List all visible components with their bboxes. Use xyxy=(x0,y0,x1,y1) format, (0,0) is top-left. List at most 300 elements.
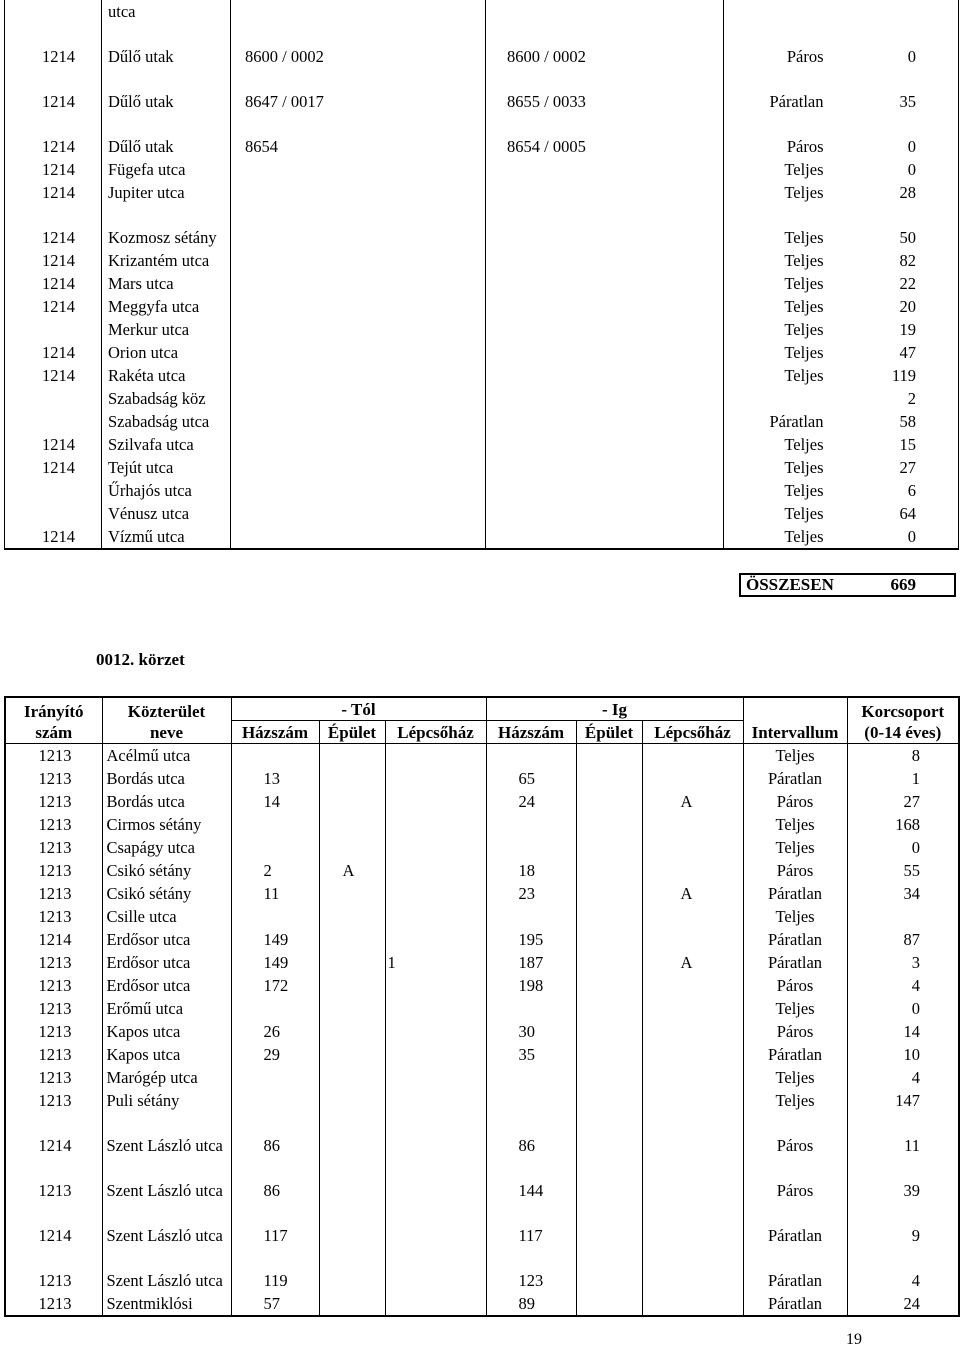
cell-iranyitoszam: 1214 xyxy=(5,295,102,318)
cell-korcsoport: 0 xyxy=(907,137,916,156)
cell-tol xyxy=(231,479,486,502)
cell-ig xyxy=(486,204,724,249)
cell-ig: 8600 / 0002 xyxy=(486,23,724,68)
cell-iranyitoszam: 1214 xyxy=(5,525,102,549)
table-row xyxy=(5,1089,959,1112)
cell-kozterulet: Krizantém utca xyxy=(102,249,231,272)
cell-tol-lepcsohaz xyxy=(385,1202,486,1247)
cell-iranyitoszam: 1214 xyxy=(5,928,102,951)
cell-ig-hazszam: 35 xyxy=(486,1043,576,1066)
cell-korcsoport xyxy=(844,0,959,23)
table-row xyxy=(5,295,959,318)
cell-korcsoport: 8 xyxy=(847,744,959,768)
cell-intervallum: Páratlan xyxy=(769,92,824,111)
table-row xyxy=(5,744,959,768)
cell-kozterulet: Fügefa utca xyxy=(102,158,231,181)
cell-ig-epulet xyxy=(576,1247,642,1292)
cell-ig-lepcsohaz xyxy=(642,951,743,974)
cell-korcsoport: 9 xyxy=(847,1202,959,1247)
cell-korcsoport: 34 xyxy=(847,882,959,905)
cell-intervallum: Páros xyxy=(786,137,824,156)
header-iranyito-line1: Irányító xyxy=(24,702,84,721)
table-row xyxy=(5,1292,959,1316)
table-row xyxy=(5,181,959,204)
cell-tol-epulet xyxy=(319,1020,385,1043)
cell-ig xyxy=(486,502,724,525)
total-value: 669 xyxy=(890,575,916,594)
cell-tol-hazszam xyxy=(231,905,319,928)
cell-ig-hazszam: 23 xyxy=(486,882,576,905)
cell-tol xyxy=(231,456,486,479)
cell-iranyitoszam: 1214 xyxy=(5,341,102,364)
header-tol-hazszam: Házszám xyxy=(231,721,319,744)
table-row xyxy=(5,433,959,456)
cell-ig-epulet xyxy=(576,859,642,882)
table-row xyxy=(5,410,959,433)
cell-kozterulet: Szent László utca xyxy=(102,1202,231,1247)
cell-iranyitoszam: 1213 xyxy=(5,859,102,882)
cell-iranyitoszam: 1214 xyxy=(5,364,102,387)
table-row xyxy=(5,928,959,951)
cell-tol-epulet xyxy=(319,1043,385,1066)
cell-tol-lepcsohaz: 1 xyxy=(385,951,486,974)
cell-ig-hazszam: 18 xyxy=(486,859,576,882)
cell-tol xyxy=(231,0,486,23)
cell-korcsoport: 19 xyxy=(899,320,916,339)
cell-iranyitoszam: 1213 xyxy=(5,974,102,997)
cell-korcsoport: 0 xyxy=(907,47,916,66)
cell-tol-lepcsohaz xyxy=(385,1247,486,1292)
cell-intervallum: Páratlan xyxy=(743,951,847,974)
cell-intervallum: Teljes xyxy=(784,160,824,179)
cell-tol-lepcsohaz xyxy=(385,859,486,882)
table-row xyxy=(5,318,959,341)
cell-kozterulet: Vízmű utca xyxy=(102,525,231,549)
cell-tol-hazszam: 86 xyxy=(231,1112,319,1157)
cell-tol-epulet xyxy=(319,1112,385,1157)
cell-korcsoport: 82 xyxy=(899,251,916,270)
cell-ig-epulet xyxy=(576,744,642,768)
cell-korcsoport: 119 xyxy=(891,366,916,385)
cell-intervallum: Páratlan xyxy=(743,1292,847,1316)
cell-intervallum: Páratlan xyxy=(743,1247,847,1292)
header-iranyitoszam xyxy=(5,697,102,744)
cell-ig-lepcsohaz xyxy=(642,767,743,790)
cell-kozterulet: Csille utca xyxy=(102,905,231,928)
cell-kozterulet: Szentmiklósi xyxy=(102,1292,231,1316)
cell-ig-lepcsohaz xyxy=(642,974,743,997)
cell-ig-lepcsohaz xyxy=(642,1020,743,1043)
cell-iranyitoszam: 1213 xyxy=(5,997,102,1020)
cell-ig-epulet xyxy=(576,997,642,1020)
cell-ig-hazszam: 89 xyxy=(486,1292,576,1316)
cell-korcsoport: 6 xyxy=(907,481,916,500)
table-row xyxy=(5,974,959,997)
cell-iranyitoszam: 1214 xyxy=(5,249,102,272)
cell-kozterulet: Szent László utca xyxy=(102,1247,231,1292)
table-row xyxy=(5,456,959,479)
cell-kozterulet: Vénusz utca xyxy=(102,502,231,525)
header-ig-epulet: Épület xyxy=(576,721,642,744)
cell-kozterulet: Erdősor utca xyxy=(102,974,231,997)
cell-ig xyxy=(486,410,724,433)
header-kozterulet-line2: neve xyxy=(149,723,184,742)
cell-kozterulet: Szilvafa utca xyxy=(102,433,231,456)
cell-ig-hazszam: 195 xyxy=(486,928,576,951)
cell-ig xyxy=(486,525,724,549)
cell-iranyitoszam: 1213 xyxy=(5,744,102,768)
cell-ig-hazszam: 144 xyxy=(486,1157,576,1202)
cell-korcsoport: 0 xyxy=(847,997,959,1020)
cell-intervallum: Páros xyxy=(786,47,824,66)
cell-tol-lepcsohaz xyxy=(385,1089,486,1112)
cell-ig-epulet: A xyxy=(576,790,642,813)
cell-tol xyxy=(231,204,486,249)
cell-tol-epulet xyxy=(319,1157,385,1202)
table-row xyxy=(5,951,959,974)
total-box xyxy=(739,573,956,597)
cell-intervallum: Páratlan xyxy=(743,767,847,790)
cell-tol-epulet xyxy=(319,882,385,905)
cell-kozterulet: Erdősor utca xyxy=(102,928,231,951)
cell-ig-lepcsohaz xyxy=(642,1112,743,1157)
cell-kozterulet: Erőmű utca xyxy=(102,997,231,1020)
cell-ig-epulet xyxy=(576,836,642,859)
cell-tol xyxy=(231,410,486,433)
table-row xyxy=(5,0,959,23)
cell-iranyitoszam xyxy=(5,318,102,341)
cell-ig xyxy=(486,0,724,23)
cell-tol xyxy=(231,525,486,549)
section-title: 0012. körzet xyxy=(96,650,185,669)
cell-iranyitoszam: 1213 xyxy=(5,1157,102,1202)
cell-korcsoport: 15 xyxy=(899,435,916,454)
cell-kozterulet: Bordás utca xyxy=(102,790,231,813)
header-korcsoport-line1: Korcsoport xyxy=(861,702,945,721)
cell-kozterulet: Rakéta utca xyxy=(102,364,231,387)
cell-kozterulet: Kapos utca xyxy=(102,1020,231,1043)
cell-kozterulet: Dűlő utak xyxy=(102,113,231,158)
table-header xyxy=(5,697,959,744)
cell-ig-epulet xyxy=(576,1292,642,1316)
cell-korcsoport: 28 xyxy=(899,183,916,202)
cell-iranyitoszam: 1214 xyxy=(5,158,102,181)
cell-kozterulet: Meggyfa utca xyxy=(102,295,231,318)
cell-tol-lepcsohaz xyxy=(385,1043,486,1066)
cell-intervallum: Teljes xyxy=(784,251,824,270)
table-row xyxy=(5,502,959,525)
cell-tol-lepcsohaz xyxy=(385,767,486,790)
cell-ig xyxy=(486,341,724,364)
cell-ig xyxy=(486,295,724,318)
table-row xyxy=(5,1043,959,1066)
cell-intervallum: Teljes xyxy=(784,343,824,362)
cell-ig-hazszam: 198 xyxy=(486,974,576,997)
cell-iranyitoszam: 1214 xyxy=(5,1112,102,1157)
cell-ig-hazszam: 24 xyxy=(486,790,576,813)
table-row xyxy=(5,1112,959,1157)
table-row xyxy=(5,68,959,113)
cell-intervallum: Teljes xyxy=(743,744,847,768)
cell-korcsoport: 2 xyxy=(907,389,916,408)
header-ig-hazszam: Házszám xyxy=(486,721,576,744)
cell-tol xyxy=(231,387,486,410)
street-table-0012 xyxy=(4,696,960,1317)
cell-ig-lepcsohaz xyxy=(642,859,743,882)
cell-tol-lepcsohaz xyxy=(385,744,486,768)
table-row xyxy=(5,479,959,502)
cell-ig-lepcsohaz xyxy=(642,1247,743,1292)
table-row xyxy=(5,1020,959,1043)
cell-tol-hazszam: 117 xyxy=(231,1202,319,1247)
table-row xyxy=(5,364,959,387)
cell-tol xyxy=(231,249,486,272)
cell-ig xyxy=(486,158,724,181)
cell-tol-lepcsohaz xyxy=(385,1020,486,1043)
header-ig-lepcsohaz: Lépcsőház xyxy=(642,721,743,744)
cell-intervallum: Páratlan xyxy=(743,882,847,905)
cell-intervallum: Teljes xyxy=(784,274,824,293)
table-row xyxy=(5,158,959,181)
cell-iranyitoszam xyxy=(5,502,102,525)
cell-intervallum: Páratlan xyxy=(743,928,847,951)
cell-intervallum: Teljes xyxy=(743,1066,847,1089)
cell-tol-lepcsohaz xyxy=(385,1157,486,1202)
cell-tol-epulet xyxy=(319,905,385,928)
cell-iranyitoszam: 1214 xyxy=(5,113,102,158)
cell-ig-lepcsohaz xyxy=(642,1043,743,1066)
cell-kozterulet: Csapágy utca xyxy=(102,836,231,859)
table-row xyxy=(5,1202,959,1247)
street-table-0012-body xyxy=(5,744,959,1317)
table-row xyxy=(5,204,959,249)
header-korcsoport-line2: (0-14 éves) xyxy=(864,723,942,742)
cell-tol xyxy=(231,295,486,318)
cell-tol-epulet xyxy=(319,744,385,768)
cell-tol-epulet xyxy=(319,1066,385,1089)
cell-tol-lepcsohaz xyxy=(385,1112,486,1157)
cell-ig xyxy=(486,456,724,479)
cell-kozterulet: Szent László utca xyxy=(102,1157,231,1202)
cell-tol-hazszam: 149 xyxy=(231,951,319,974)
cell-tol-lepcsohaz xyxy=(385,905,486,928)
cell-iranyitoszam: 1214 xyxy=(5,456,102,479)
cell-korcsoport xyxy=(847,905,959,928)
table-row xyxy=(5,113,959,158)
cell-iranyitoszam: 1214 xyxy=(5,23,102,68)
table-row xyxy=(5,767,959,790)
cell-ig-lepcsohaz xyxy=(642,905,743,928)
cell-tol-epulet xyxy=(319,1202,385,1247)
table-row xyxy=(5,1157,959,1202)
cell-intervallum: Teljes xyxy=(784,183,824,202)
cell-tol: 8600 / 0002 xyxy=(231,23,486,68)
cell-iranyitoszam: 1213 xyxy=(5,767,102,790)
cell-iranyitoszam xyxy=(5,387,102,410)
cell-tol xyxy=(231,341,486,364)
cell-ig xyxy=(486,433,724,456)
cell-ig-hazszam: 30 xyxy=(486,1020,576,1043)
cell-ig-epulet xyxy=(576,767,642,790)
cell-tol-epulet xyxy=(319,997,385,1020)
cell-tol-hazszam xyxy=(231,836,319,859)
cell-korcsoport: 87 xyxy=(847,928,959,951)
cell-korcsoport: 1 xyxy=(847,767,959,790)
cell-ig-epulet xyxy=(576,1020,642,1043)
cell-ig-hazszam xyxy=(486,1089,576,1112)
cell-korcsoport: 24 xyxy=(847,1292,959,1316)
cell-iranyitoszam: 1214 xyxy=(5,1202,102,1247)
header-tol-lepcsohaz: Lépcsőház xyxy=(385,721,486,744)
cell-iranyitoszam: 1213 xyxy=(5,1066,102,1089)
page-number: 19 xyxy=(846,1331,862,1348)
cell-iranyitoszam: 1213 xyxy=(5,1247,102,1292)
cell-ig-lepcsohaz xyxy=(642,997,743,1020)
cell-korcsoport: 50 xyxy=(899,228,916,247)
cell-tol-hazszam: 86 xyxy=(231,1157,319,1202)
cell-intervallum: Teljes xyxy=(784,481,824,500)
cell-kozterulet: Szabadság köz xyxy=(102,387,231,410)
cell-ig-epulet xyxy=(576,1043,642,1066)
cell-ig xyxy=(486,272,724,295)
cell-kozterulet: Mars utca xyxy=(102,272,231,295)
cell-intervallum: Páros xyxy=(743,974,847,997)
header-intervallum: Intervallum xyxy=(743,697,847,744)
header-korcsoport xyxy=(847,697,959,744)
cell-tol xyxy=(231,181,486,204)
cell-korcsoport: 58 xyxy=(899,412,916,431)
cell-tol-epulet xyxy=(319,1247,385,1292)
cell-ig-epulet xyxy=(576,905,642,928)
cell-korcsoport: 14 xyxy=(847,1020,959,1043)
cell-intervallum: Teljes xyxy=(784,458,824,477)
cell-iranyitoszam: 1213 xyxy=(5,1089,102,1112)
cell-tol-epulet: A xyxy=(319,859,385,882)
cell-kozterulet: Kozmosz sétány xyxy=(102,204,231,249)
cell-ig-epulet xyxy=(576,928,642,951)
cell-tol-hazszam: 14 xyxy=(231,790,319,813)
cell-korcsoport: 0 xyxy=(907,160,916,179)
cell-iranyitoszam: 1213 xyxy=(5,1020,102,1043)
cell-ig-hazszam xyxy=(486,1066,576,1089)
cell-tol-epulet xyxy=(319,767,385,790)
cell-tol-hazszam xyxy=(231,997,319,1020)
cell-ig-epulet: A xyxy=(576,882,642,905)
cell-ig-hazszam: 187 xyxy=(486,951,576,974)
cell-korcsoport: 27 xyxy=(847,790,959,813)
cell-tol-hazszam: 2 xyxy=(231,859,319,882)
cell-iranyitoszam: 1213 xyxy=(5,813,102,836)
cell-intervallum: Páros xyxy=(743,859,847,882)
cell-iranyitoszam: 1213 xyxy=(5,1043,102,1066)
cell-korcsoport: 4 xyxy=(847,974,959,997)
cell-iranyitoszam xyxy=(5,410,102,433)
cell-intervallum: Teljes xyxy=(784,228,824,247)
header-tol: - Tól xyxy=(231,697,486,721)
cell-tol-lepcsohaz xyxy=(385,1066,486,1089)
cell-korcsoport: 168 xyxy=(847,813,959,836)
cell-ig xyxy=(486,387,724,410)
cell-kozterulet: Cirmos sétány xyxy=(102,813,231,836)
cell-intervallum: Páratlan xyxy=(743,1043,847,1066)
cell-iranyitoszam: 1213 xyxy=(5,790,102,813)
cell-tol-epulet xyxy=(319,836,385,859)
cell-korcsoport: 11 xyxy=(847,1112,959,1157)
cell-tol-lepcsohaz xyxy=(385,790,486,813)
header-kozterulet-line1: Közterület xyxy=(127,702,206,721)
cell-ig xyxy=(486,364,724,387)
cell-ig-lepcsohaz xyxy=(642,928,743,951)
total-label: ÖSSZESEN xyxy=(746,575,834,594)
table-row xyxy=(5,1066,959,1089)
cell-tol-lepcsohaz xyxy=(385,997,486,1020)
cell-ig-epulet xyxy=(576,1066,642,1089)
cell-iranyitoszam: 1214 xyxy=(5,433,102,456)
cell-intervallum: Teljes xyxy=(743,905,847,928)
cell-tol-epulet xyxy=(319,790,385,813)
cell-korcsoport: 20 xyxy=(899,297,916,316)
cell-iranyitoszam: 1213 xyxy=(5,836,102,859)
cell-iranyitoszam: 1214 xyxy=(5,68,102,113)
cell-kozterulet: Kapos utca xyxy=(102,1043,231,1066)
cell-ig-hazszam: 65 xyxy=(486,767,576,790)
cell-ig-hazszam xyxy=(486,905,576,928)
table-row xyxy=(5,387,959,410)
cell-tol-hazszam: 57 xyxy=(231,1292,319,1316)
cell-tol xyxy=(231,272,486,295)
cell-korcsoport: 4 xyxy=(847,1066,959,1089)
cell-tol-epulet xyxy=(319,951,385,974)
cell-korcsoport: 10 xyxy=(847,1043,959,1066)
cell-kozterulet: Marógép utca xyxy=(102,1066,231,1089)
cell-kozterulet: utca xyxy=(102,0,231,23)
cell-korcsoport: 27 xyxy=(899,458,916,477)
cell-korcsoport: 64 xyxy=(899,504,916,523)
cell-intervallum: Teljes xyxy=(784,504,824,523)
cell-tol-hazszam: 13 xyxy=(231,767,319,790)
cell-intervallum: Teljes xyxy=(784,297,824,316)
cell-intervallum: Páratlan xyxy=(743,1202,847,1247)
cell-intervallum: Teljes xyxy=(743,836,847,859)
table-row xyxy=(5,836,959,859)
cell-tol-hazszam: 26 xyxy=(231,1020,319,1043)
cell-ig xyxy=(486,318,724,341)
cell-tol-hazszam: 119 xyxy=(231,1247,319,1292)
cell-kozterulet: Orion utca xyxy=(102,341,231,364)
cell-tol-lepcsohaz xyxy=(385,928,486,951)
cell-tol-epulet xyxy=(319,813,385,836)
header-tol-epulet: Épület xyxy=(319,721,385,744)
cell-ig-epulet xyxy=(576,1202,642,1247)
cell-intervallum: Teljes xyxy=(743,813,847,836)
cell-iranyitoszam xyxy=(5,0,102,23)
header-kozterulet xyxy=(102,697,231,744)
cell-korcsoport: 55 xyxy=(847,859,959,882)
cell-iranyitoszam xyxy=(5,479,102,502)
cell-ig-lepcsohaz xyxy=(642,1202,743,1247)
cell-intervallum xyxy=(724,387,844,410)
cell-kozterulet: Dűlő utak xyxy=(102,23,231,68)
cell-iranyitoszam: 1213 xyxy=(5,951,102,974)
header-iranyito-line2: szám xyxy=(35,723,73,742)
street-table-previous-body xyxy=(5,0,959,549)
cell-korcsoport: 3 xyxy=(847,951,959,974)
cell-tol-epulet xyxy=(319,928,385,951)
cell-iranyitoszam: 1213 xyxy=(5,882,102,905)
cell-ig: 8655 / 0033 xyxy=(486,68,724,113)
cell-intervallum: Teljes xyxy=(784,366,824,385)
cell-korcsoport: 4 xyxy=(847,1247,959,1292)
